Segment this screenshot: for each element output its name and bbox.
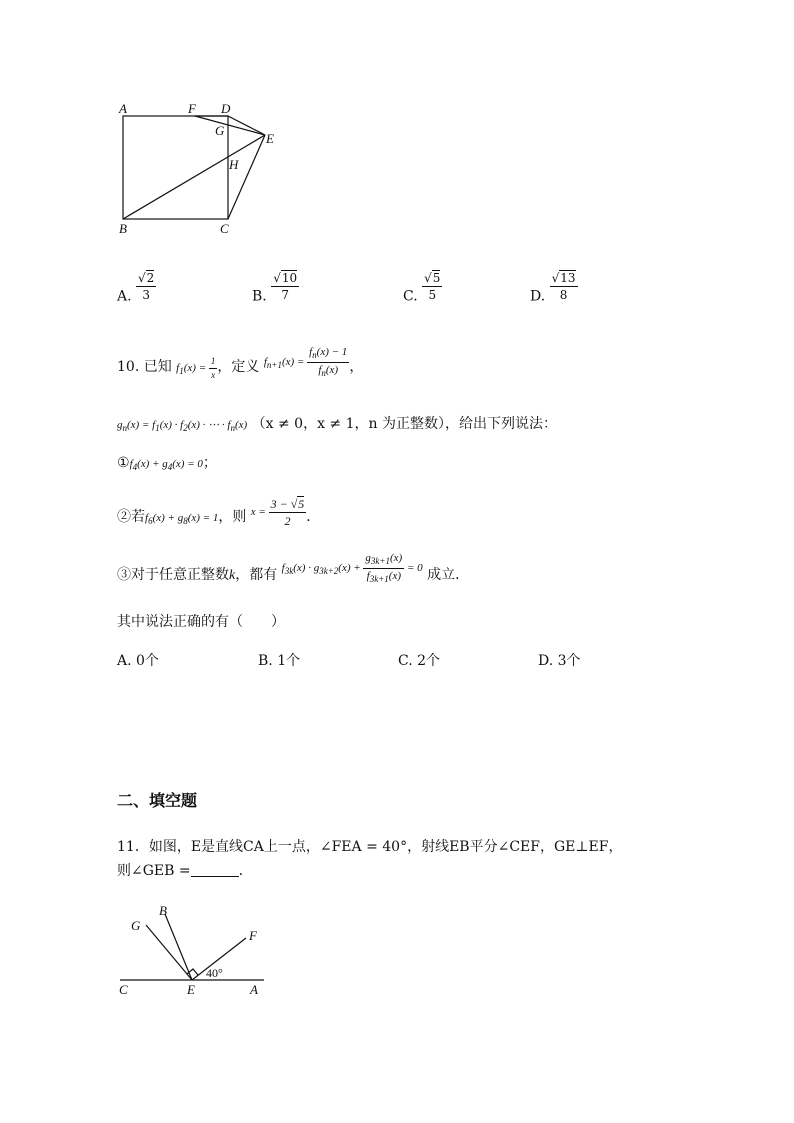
section-title: 二、填空题 <box>117 791 198 810</box>
segment-fe <box>195 116 265 135</box>
q10-statement-2 <box>117 498 320 527</box>
q10-number: 10. <box>117 359 140 376</box>
statement-3-mid: ，都有 <box>235 567 278 584</box>
option-numerator: 2 <box>146 271 155 285</box>
formula-g: $g_n(x) = f_1(x) \cdot f_2(x)$ · ⋯ · $f_n(x)$ <box>117 419 248 433</box>
option-numerator: 5 <box>432 271 441 285</box>
square-figure <box>110 98 290 238</box>
formula-s1: $f_4(x) + g_4(x) = 0$ <box>129 458 203 472</box>
option-denominator: 7 <box>281 288 289 302</box>
q11-line-2 <box>117 860 253 880</box>
q10-define: ，定义 <box>217 359 260 376</box>
angle-label: 40° <box>206 966 223 980</box>
statement-3-mark: ③对于任意正整数 <box>117 567 229 584</box>
q10-comma: ， <box>349 359 364 376</box>
option-letter: B. <box>252 288 267 305</box>
option-numerator: 10 <box>281 271 298 285</box>
label-d: D <box>221 101 231 116</box>
label-f: F <box>188 101 196 116</box>
label-a: A <box>119 101 127 116</box>
q9-option-a: A. $\frac{√2}{3}$ <box>117 271 155 305</box>
segment-be <box>123 135 265 219</box>
label-g: G <box>131 918 141 933</box>
square-abcd <box>123 116 228 219</box>
q11-line-2-prefix: 则∠GEB = <box>117 863 191 879</box>
statement-3-k: k <box>229 568 236 584</box>
q11-line-2-suffix: ． <box>238 863 253 879</box>
label-h: H <box>229 157 239 172</box>
formula-s3: $f_{3k}(x) \cdot g_{3k+2}(x)$ + $\frac{g_{3k+1}(x)}{f_{3k+1}(x)}$ = 0 <box>281 552 423 584</box>
formula-s2: f6(x) + g8(x) = 1 <box>145 512 219 527</box>
statement-2-end: ． <box>306 509 321 526</box>
label-c: C <box>119 982 128 997</box>
label-e: E <box>187 982 195 997</box>
q9-option-d: D. $\frac{√13}{8}$ <box>530 271 576 305</box>
statement-3-end: 成立． <box>427 567 470 584</box>
option-denominator: 5 <box>428 288 437 302</box>
statement-2-mid: ，则 <box>218 509 247 526</box>
statement-2-mark: ②若 <box>117 509 145 526</box>
label-c: C <box>220 221 229 236</box>
option-letter: D. <box>530 288 546 305</box>
q10-domain-note: （x ≠ 0，x ≠ 1，n 为正整数），给出下列说法： <box>251 416 557 432</box>
q11-line-1: 11．如图，E是直线CA上一点，∠FEA = 40°，射线EB平分∠CEF，GE⊥EF， <box>117 839 623 855</box>
q10-line-1 <box>117 347 363 380</box>
q9-option-c: C. $\frac{√5}{5}$ <box>403 271 441 305</box>
ray-eg <box>146 925 192 980</box>
q10-line-2 <box>117 413 557 433</box>
segment-ce <box>228 135 265 219</box>
label-b: B <box>119 221 127 236</box>
statement-1-end: ； <box>202 455 217 471</box>
q10-option-c: C. 2个 <box>398 653 441 669</box>
label-e: E <box>266 131 274 146</box>
ray-eb <box>165 914 192 980</box>
option-letter: C. <box>403 288 418 305</box>
formula-f1: f1(x) = 1 x <box>176 356 216 380</box>
q10-statement-3 <box>117 553 469 584</box>
option-denominator: 8 <box>559 288 568 302</box>
segment-de <box>228 116 265 135</box>
q10-given: 已知 <box>143 359 172 376</box>
option-letter: A. <box>117 288 132 305</box>
label-f: F <box>249 928 257 943</box>
q10-option-b: B. 1个 <box>258 653 301 669</box>
q10-statement-1 <box>117 452 217 472</box>
angle-figure <box>110 900 270 1000</box>
label-b: B <box>159 903 167 918</box>
label-a: A <box>250 982 258 997</box>
answer-blank[interactable] <box>191 864 239 877</box>
formula-s2-x: x = $\frac{3 - √5}{2}$ <box>250 497 305 528</box>
statement-1-mark: ① <box>117 455 130 471</box>
q10-option-a: A. 0个 <box>117 653 159 669</box>
formula-recursion: $f_{n+1}(x)$ = $\frac{f_n(x) - 1}{f_n(x)}$ <box>263 346 348 378</box>
option-denominator: 3 <box>142 288 150 302</box>
q10-question: 其中说法正确的有（ ） <box>117 614 285 630</box>
q9-option-b: B. $\frac{√10}{7}$ <box>252 271 298 305</box>
option-numerator: 13 <box>560 271 576 285</box>
label-g: G <box>215 123 225 138</box>
q10-option-d: D. 3个 <box>538 653 581 669</box>
right-angle-mark <box>187 969 198 975</box>
